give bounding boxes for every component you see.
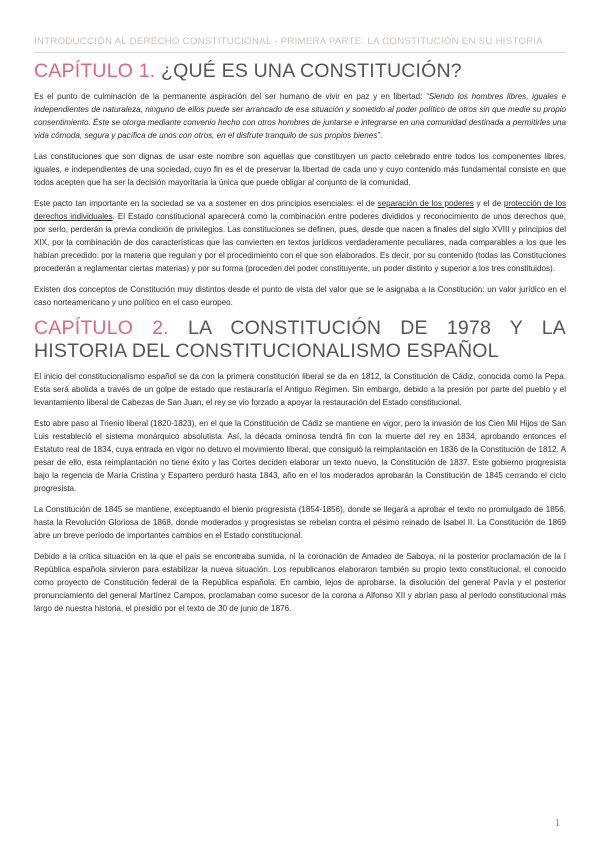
paragraph-text: . El Estado constitucional aparecerá como la combinación entre poderes divididos y reconocimiento de unos derechos que, por serlo, perderán la previa condición de privilegios. Las constituciones se definen, pues, desde que nacen a finales del siglo XVIII y principios del XIX, por la combinación de dos características que las convierten en textos jurídicos verdaderamente peculiares, nada comparables a los que les habían precedido: por la materia que regulan y por el procedimiento con el que son elaborados. Es decir, por su contenido (todas las Constituciones procederán a reglamentar ciertas materias) y por su forma (proceden del poder constituyente, un poder distinto y superior a los tres constituidos). (34, 212, 566, 273)
chapter-2-label: CAPÍTULO 2. (34, 317, 169, 339)
paragraph-text: Es el punto de culminación de la permanente aspiración del ser humano de vivir en paz y en libertad: (34, 92, 427, 101)
chapter-1-heading (34, 60, 566, 83)
chapter-1-label: CAPÍTULO 1. (34, 60, 156, 82)
chapter-1-paragraph-2: Las constituciones que son dignas de usar este nombre son aquellas que constituyen un pacto celebrado entre todos los componentes libres, iguales, e independientes de una sociedad, cuyo fin es el de preservar la libertad de cada uno y cuyo contenido más fundamental consiste en que todos acepten que ha ser la decisión mayoritaria la única que puede obligar al conjunto de la comunidad. (34, 152, 566, 187)
underlined-term-rights: protección de los derechos individuales (34, 199, 566, 221)
chapter-2-title: LA CONSTITUCIÓN DE 1978 Y LA HISTORIA DEL CONSTITUCIONALISMO ESPAÑOL (34, 317, 567, 362)
chapter-2-paragraph-3: La Constitución de 1845 se mantiene, exceptuando el bienio progresista (1854-1856), donde se llegará a aprobar el texto no promulgado de 1856, hasta la Revolución Gloriosa de 1868, donde moderados y progresistas se rebelan contra el pésimo reinado de Isabel II. La Constitución de 1869 abre un breve período de importantes cambios en el Estado constitucional. (34, 505, 566, 540)
locke-quote: “Siendo los hombres libres, iguales e independientes de naturaleza, ninguno de ellos puede ser arrancado de esa situación y sometido al poder político de otros sin que medie su propio consentimiento. Éste se otorga mediante convenio hecho con otros hombres de juntarse e integrarse en una comunidad destinada a permitirles una vida cómoda, segura y pacífica de unos con otros, en el disfrute tranquilo de sus propios bienes” (34, 92, 567, 140)
document-body (34, 60, 566, 623)
chapter-1-paragraph-3 (34, 197, 566, 275)
chapter-2-heading (34, 317, 566, 363)
paragraph-text: y el de (473, 199, 504, 208)
chapter-2-paragraph-2: Esto abre paso al Trienio liberal (1820-1823), en el que la Constitución de Cádiz se mantiene en vigor, pero la invasión de los Cien Mil Hijos de San Luis restableció el sistema monárquico absolutista. Así, la década ominosa tendrá fin con la muerte del rey en 1834, aprobando entonces el Estatuto real de 1834, cuya entrada en vigor no detuvo el movimiento liberal, que consiguió la reimplantación en 1836 de la Constitución de 1812. A pesar de ello, esta reimplantación no tiene éxito y las Cortes deciden elaborar un texto nuevo, la Constitución de 1837. Este gobierno progresista bajo la regencia de María Cristina y Espartero perduró hasta 1843, año en el los moderados aprobarán la Constitución de 1845 cerrando el ciclo progresista. (34, 419, 566, 493)
chapter-1-paragraph-4: Existen dos conceptos de Constitución muy distintos desde el punto de vista del valor que se le asignaba a la Constitución: un valor jurídico en el caso norteamericano y uno político en el caso europeo. (34, 285, 566, 307)
chapter-1-paragraph-1 (34, 90, 566, 142)
underlined-term-separation: separación de los poderes (377, 199, 474, 208)
chapter-2-paragraph-4: Debido a la crítica situación en la que el país se encontraba sumida, ni la coronación de Amadeo de Saboya, ni la posterior proclamación de la I República española sirvieron para estabilizar la nueva situación. Los republicanos elaboraron también su propio texto constitucional, el conocido como proyecto de Constitución federal de la República española. En cambio, lejos de aprobarse, la disolución del general Pavía y el posterior pronunciamiento del general Martínez Campos, proclamaban como sucesor de la corona a Alfonso XII y abrían paso al período constitucional más largo de nuestra historia, el presidio por el texto de 30 de junio de 1876. (34, 552, 566, 613)
paragraph-text: Este pacto tan importante en la sociedad se va a sostener en dos principios esenciales: el de (34, 199, 378, 208)
paragraph-text: . (379, 131, 383, 140)
chapter-2-paragraph-1: El inicio del constitucionalismo español se da con la primera constitución liberal se da en 1812, la Constitución de Cádiz, conocida como la Pepa. Esta será abolida a través de un golpe de estado que restauraría el Antiguo Régimen. Sin embargo, debido a la presión por parte del pueblo y el levantamiento liberal de Cabezas de San Juan, el rey se vio forzado a apoyar la restauración del Estado constitucional. (34, 372, 566, 407)
header-divider (34, 52, 566, 53)
chapter-1-title: ¿QUÉ ES UNA CONSTITUCIÓN? (161, 60, 462, 82)
running-header: INTRODUCCIÓN AL DERECHO CONSTITUCIONAL - PRIMERA PARTE. LA CONSTITUCIÓN EN SU HISTORIA (34, 36, 544, 47)
page-number: 1 (555, 818, 560, 829)
